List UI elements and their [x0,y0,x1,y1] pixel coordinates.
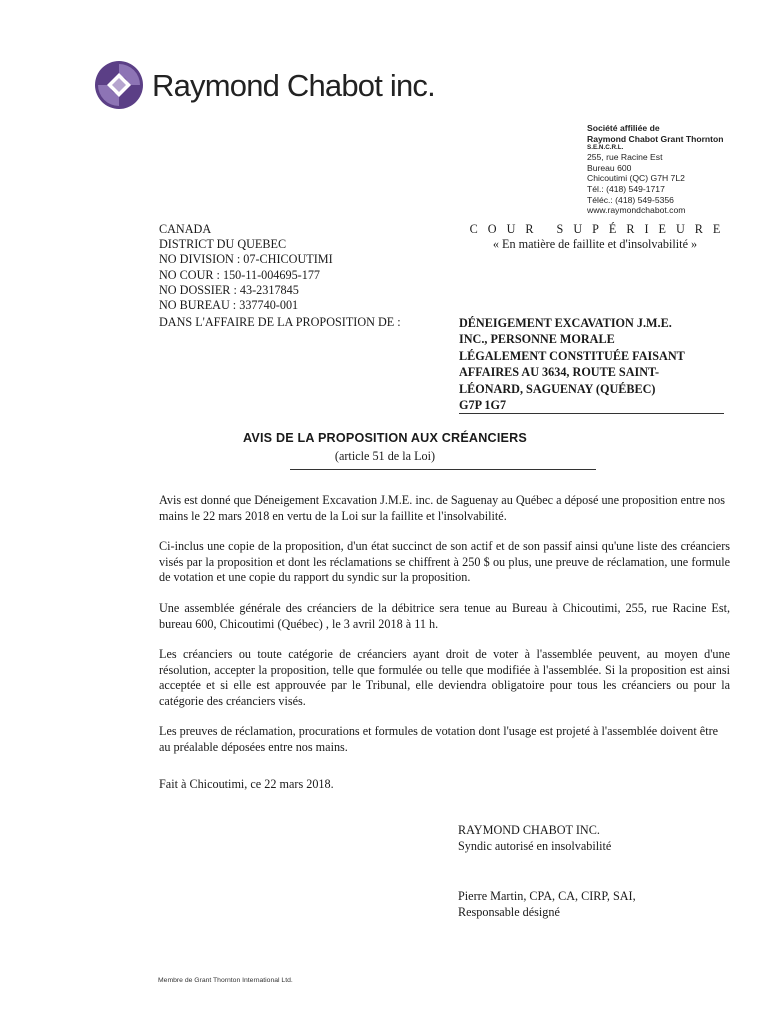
fax-number: Téléc.: (418) 549-5356 [587,194,674,205]
signature-firm-block [458,823,611,854]
date-line: Fait à Chicoutimi, ce 22 mars 2018. [159,777,334,791]
debtor-name [459,315,724,413]
debtor-line: LÉONARD, SAGUENAY (QUÉBEC) [459,381,656,396]
company-logo [94,60,435,110]
debtor-line: INC., PERSONNE MORALE [459,332,615,347]
court-subtitle: « En matière de faillite et d'insolvabilité » [492,237,698,252]
case-identification [159,222,333,313]
court-header [460,222,730,252]
body-paragraph: Les preuves de réclamation, procurations et formules de votation dont l'usage est projeté à l'assemblée doivent être au préalable déposées entre nos mains. [159,724,719,754]
affiliate-line: Société affiliée de [587,123,660,133]
affiliate-legal-form: S.E.N.C.R.L. [587,144,624,152]
affiliate-address-block [587,123,757,216]
raymond-chabot-logo-icon [94,60,144,110]
debtor-line: DÉNEIGEMENT EXCAVATION J.M.E. [459,316,672,330]
bureau-number: NO BUREAU : 337740-001 [159,298,299,313]
country: CANADA [159,222,212,236]
debtor-line: AFFAIRES AU 3634, ROUTE SAINT- [459,365,660,380]
address-city: Chicoutimi (QC) G7H 7L2 [587,173,685,184]
court-number: NO COUR : 150-11-004695-177 [159,267,321,282]
affiliate-firm: Raymond Chabot Grant Thornton [587,133,724,144]
address-suite: Bureau 600 [587,162,632,173]
debtor-line: G7P 1G7 [459,398,507,413]
dossier-number: NO DOSSIER : 43-2317845 [159,282,299,297]
body-paragraph: Avis est donné que Déneigement Excavation J.M.E. inc. de Saguenay au Québec a déposé une proposition entre nos mains le 22 mars 2018 en vertu de la Loi sur la faillite et l'insolvabilité. [159,493,725,523]
signatory-role: Responsable désigné [458,904,560,919]
signatory-name: Pierre Martin, CPA, CA, CIRP, SAI, [458,889,636,903]
address-street: 255, rue Racine Est [587,152,663,163]
body-paragraph: Une assemblée générale des créanciers de la débitrice sera tenue au Bureau à Chicoutimi, 255, rue Racine Est, bureau 600, Chicoutimi (Québec) , le 3 avril 2018 à 11 h. [159,601,730,631]
notice-subtitle: (article 51 de la Loi) [334,449,436,463]
debtor-line: LÉGALEMENT CONSTITUÉE FAISANT [459,348,685,363]
signature-person-block [458,889,636,920]
website: www.raymondchabot.com [587,205,686,216]
footer-note: Membre de Grant Thornton International Ltd. [158,977,293,984]
company-name: Raymond Chabot inc. [152,67,435,103]
signature-role: Syndic autorisé en insolvabilité [458,838,612,853]
phone-number: Tél.: (418) 549-1717 [587,183,665,194]
notice-title: AVIS DE LA PROPOSITION AUX CRÉANCIERS [242,431,528,445]
body-paragraph: Les créanciers ou toute catégorie de créanciers ayant droit de voter à l'assemblée peuvent, au moyen d'une résolution, accepter la proposition, telle que formulée ou telle que modifiée à l'assemblée. Si la proposition est ainsi acceptée et si elle est approuvée par le Tribunal, elle deviendra obligatoire pour tous les créanciers ou pour la catégorie des créanciers visés. [159,647,730,709]
divider [290,469,596,470]
divider [459,413,724,414]
signature-firm: RAYMOND CHABOT INC. [458,823,600,837]
court-title: COUR SUPÉRIEURE [469,222,731,236]
body-paragraph: Ci-inclus une copie de la proposition, d'un état succinct de son actif et de son passif ainsi qu'une liste des créanciers visés par la proposition et dont les réclamations se chiffrent à 250 $ ou plus, une preuve de réclamation, une formule de votation et une copie du rapport du syndic sur la proposition. [159,539,730,585]
affaire-label: DANS L'AFFAIRE DE LA PROPOSITION DE : [159,315,401,329]
district: DISTRICT DU QUEBEC [159,237,287,252]
division-number: NO DIVISION : 07-CHICOUTIMI [159,252,333,267]
